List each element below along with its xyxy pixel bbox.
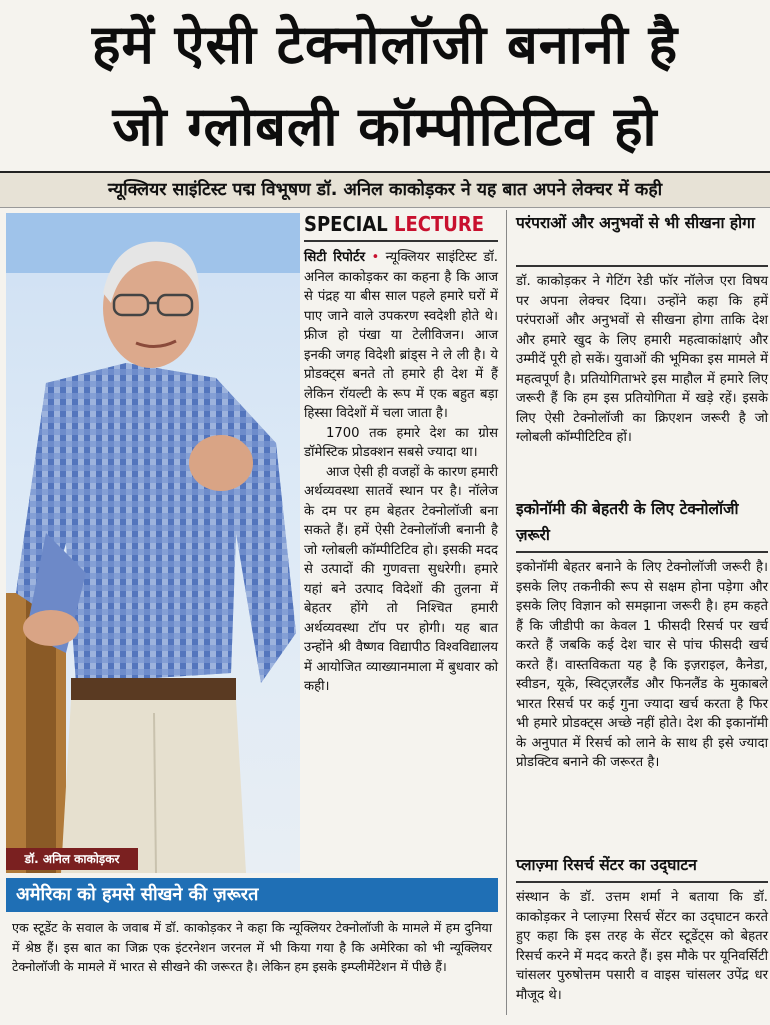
headline xyxy=(0,8,770,164)
speaker-illustration xyxy=(6,213,300,873)
headline-line-2: जो ग्लोबली कॉम्पीटिटिव हो xyxy=(112,95,658,158)
photo-caption: डॉ. अनिल काकोड़कर xyxy=(6,848,138,870)
lecture-p1-text: न्यूक्लियर साइंटिस्ट डॉ. अनिल काकोड़कर का कहना है कि आज से पंद्रह या बीस साल पहले हमारे घरों में पाए जाने वाले उपकरण स्वदेशी होते थे। फ्रीज हो पंखा या टेलीविजन। आज इनकी जगह विदेशी ब्रांड्स ने ले ली है। ये प्रोडक्ट्स बनते तो हमारे ही देश में हैं लेकिन रॉयल्टी के रूप में एक बहुत बड़ा हिस्सा विदेशों में चला जाता है। xyxy=(304,250,498,421)
column-divider xyxy=(506,210,507,1015)
section2-rule xyxy=(516,551,768,553)
special-label: SPECIAL xyxy=(304,212,388,236)
section3-text: संस्थान के डॉ. उत्तम शर्मा ने बताया कि डॉ. काकोड़कर ने प्लाज़्मा रिसर्च सेंटर का उद्‌घाटन करते हुए कहा कि इस तरह के सेंटर स्टूडेंट्स को बेहतर रिसर्च करने में मदद करते हैं। इस मौके पर यूनिवर्सिटी चांसलर पुरुषोत्तम पसारी व वाइस चांसलर उपेंद्र धर मौजूद थे। xyxy=(516,890,768,1003)
section1-heading: परंपराओं और अनुभवों से भी सीखना होगा xyxy=(516,214,755,232)
section1-text: डॉ. काकोड़कर ने गेटिंग रेडी फॉर नॉलेज एरा विषय पर अपना लेक्चर दिया। उन्होंने कहा कि हमें परंपराओं और अनुभवों से सीखना होगा ताकि देश और हमारे खुद के लिए हमारी महत्वाकांक्षाएं और उम्मीदें पूरी हो सकें। युवाओं की भूमिका इस मामले में महत्वपूर्ण है। प्रतियोगिताभरे इस माहौल में हमारे लिए जरूरी हैं कि हम इस प्रतियोगिता में खड़े रहें। इसके लिए ऐसी टेक्नोलॉजी का क्रिएशन जरूरी है जो ग्लोबली कॉम्पीटिटिव हों। xyxy=(516,274,768,445)
box-heading: अमेरिका को हमसे सीखने की ज़रूरत xyxy=(6,878,498,912)
section1-rule xyxy=(516,265,768,267)
headline-line-1: हमें ऐसी टेक्नोलॉजी बनानी है xyxy=(91,13,679,76)
lecture-body xyxy=(304,248,498,697)
lecture-label: LECTURE xyxy=(394,212,484,236)
label-rule xyxy=(304,240,498,242)
section2-heading: इकोनॉमी की बेहतरी के लिए टेक्नोलॉजी ज़रूरी xyxy=(516,500,739,544)
section2-text: इकोनॉमी बेहतर बनाने के लिए टेक्नोलॉजी जरूरी है। इसके लिए तकनीकी रूप से सक्षम होना पड़ेगा और इसके लिए विज्ञान को समझाना जरूरी है। हम कहते हैं कि जीडीपी का केवल 1 फीसदी रिसर्च पर खर्च करते हैं जबकि कई देश चार से पांच फीसदी खर्च करते हैं। वास्तविकता यह है कि इज़राइल, कैनेडा, स्वीडन, यूके, स्विट्ज़रलैंड और फिनलैंड के मुकाबले भारत रिसर्च पर कई गुना ज्यादा खर्च करता है फिर भी हमारे प्रोडक्ट्स अच्छे नहीं होते। देश की इकानॉमी के अनुपात में रिसर्च को लाने के साथ ही इसे ज्यादा प्रोडक्टिव बनाने की जरूरत है। xyxy=(516,560,768,770)
lecture-paragraph-3: आज ऐसी ही वजहों के कारण हमारी अर्थव्यवस्था सातवें स्थान पर है। नॉलेज के दम पर हम बेहतर टेक्नोलॉजी बना सकते हैं। हमें ऐसी टेक्नोलॉजी बनानी है जो ग्लोबली कॉम्पीटिटिव हो। इसकी मदद से उत्पादों की गुणवत्ता सुधरेगी। हमारे यहां बने उत्पाद विदेशों की तुलना में बेहतर होंगे तो निश्चित हमारी अर्थव्यवस्था टॉप पर होगी। यह बात उन्होंने श्री वैष्णव विद्यापीठ विश्वविद्यालय में आयोजित व्याख्यानमाला में बुधवार को कही। xyxy=(304,464,498,694)
box-text: एक स्टूडेंट के सवाल के जवाब में डॉ. काकोड़कर ने कहा कि न्यूक्लियर टेक्नोलॉजी के मामले में हम दुनिया में श्रेष्ठ हैं। इस बात का जिक्र एक इंटरनेशन जरनल में भी किया गया है कि अमेरिका को भी न्यूक्लियर टेक्नोलॉजी के मामले में भारत से सीखने की जरूरत है। लेकिन हम इसके इम्प्लीमेंटेशन में पीछे हैं। xyxy=(12,920,492,974)
subheadline: न्यूक्लियर साइंटिस्ट पद्म विभूषण डॉ. अनिल काकोड़कर ने यह बात अपने लेक्चर में कही xyxy=(0,171,770,208)
lecture-paragraph-2: 1700 तक हमारे देश का ग्रोस डॉमेस्टिक प्रोडक्शन सबसे ज्यादा था। xyxy=(304,425,498,460)
speaker-photo xyxy=(6,213,300,873)
lecture-paragraph-1 xyxy=(304,248,498,424)
byline: सिटी रिपोर्टर xyxy=(304,250,365,265)
special-lecture-label xyxy=(304,212,484,236)
section3-heading: प्लाज़्मा रिसर्च सेंटर का उद्‌घाटन xyxy=(516,856,697,874)
byline-bullet: • xyxy=(371,250,386,265)
section3-rule xyxy=(516,881,768,883)
